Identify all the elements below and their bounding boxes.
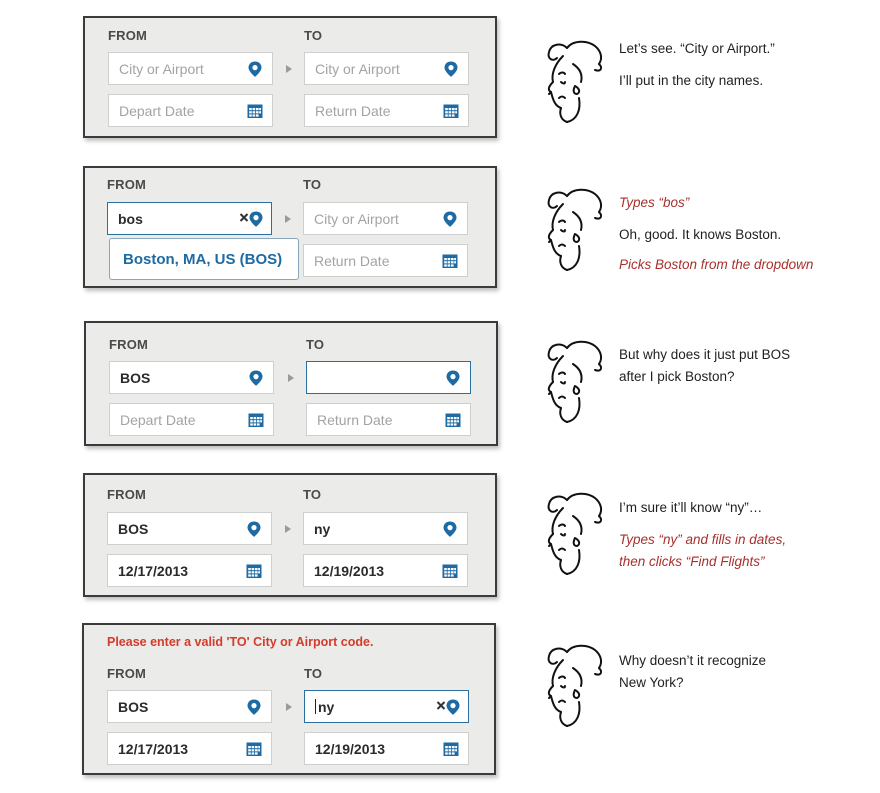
return-placeholder: Return Date — [315, 103, 391, 119]
caption-step2-line1: Oh, good. It knows Boston. — [619, 227, 782, 242]
location-pin-icon[interactable] — [441, 520, 459, 538]
depart-date-input[interactable] — [107, 732, 272, 765]
booking-form-step5 — [82, 623, 496, 775]
depart-date-input[interactable] — [108, 94, 273, 127]
from-placeholder: City or Airport — [119, 61, 204, 77]
location-pin-icon[interactable] — [245, 520, 263, 538]
calendar-icon[interactable] — [441, 252, 459, 270]
to-input[interactable] — [303, 512, 468, 545]
arrow-right-icon — [284, 702, 294, 712]
caption-step3-line2: after I pick Boston? — [619, 369, 735, 384]
calendar-icon[interactable] — [441, 562, 459, 580]
location-pin-icon[interactable] — [247, 369, 265, 387]
dropdown-option-boston[interactable]: Boston, MA, US (BOS) — [123, 251, 283, 268]
calendar-icon[interactable] — [247, 411, 265, 429]
clear-location-icon[interactable] — [436, 698, 462, 716]
depart-value: 12/17/2013 — [118, 563, 189, 579]
user-face-illustration — [537, 638, 607, 733]
return-value: 12/19/2013 — [314, 563, 385, 579]
return-value: 12/19/2013 — [315, 741, 386, 757]
from-label: FROM — [108, 28, 148, 43]
from-value: bos — [118, 211, 143, 227]
to-label: TO — [304, 666, 323, 681]
return-date-input[interactable] — [303, 244, 468, 277]
location-pin-icon[interactable] — [245, 698, 263, 716]
arrow-right-icon — [283, 524, 293, 534]
caption-step4-action1: Types “ny” and fills in dates, — [619, 532, 787, 547]
calendar-icon[interactable] — [246, 102, 264, 120]
from-label: FROM — [107, 487, 147, 502]
booking-form-step1 — [83, 16, 497, 138]
booking-form-step2 — [83, 166, 497, 288]
from-value: BOS — [118, 521, 149, 537]
location-pin-icon[interactable] — [444, 369, 462, 387]
autocomplete-dropdown — [109, 238, 299, 280]
caption-step4-action2: then clicks “Find Flights” — [619, 554, 765, 569]
from-value: BOS — [118, 699, 149, 715]
caption-step5-line1: Why doesn’t it recognize — [619, 653, 767, 668]
return-date-input[interactable] — [306, 403, 471, 436]
to-label: TO — [304, 28, 323, 43]
to-placeholder: City or Airport — [315, 61, 400, 77]
to-label: TO — [306, 337, 325, 352]
to-value: ny — [314, 521, 331, 537]
from-value: BOS — [120, 370, 151, 386]
caption-step1-line2: I’ll put in the city names. — [619, 73, 764, 88]
to-placeholder: City or Airport — [314, 211, 399, 227]
from-label: FROM — [107, 177, 147, 192]
depart-value: 12/17/2013 — [118, 741, 189, 757]
to-input[interactable] — [303, 202, 468, 235]
to-input[interactable] — [304, 690, 469, 723]
calendar-icon[interactable] — [442, 740, 460, 758]
user-face-illustration — [537, 486, 607, 581]
caption-step2-action2: Picks Boston from the dropdown — [619, 257, 814, 272]
location-pin-icon[interactable] — [442, 60, 460, 78]
clear-location-icon[interactable] — [239, 210, 265, 228]
to-value: ny — [318, 699, 335, 715]
location-pin-icon[interactable] — [441, 210, 459, 228]
calendar-icon[interactable] — [444, 411, 462, 429]
caption-step5-line2: New York? — [619, 675, 684, 690]
booking-form-step4 — [83, 473, 497, 597]
return-placeholder: Return Date — [314, 253, 390, 269]
error-message: Please enter a valid 'TO' City or Airport code. — [107, 635, 374, 649]
calendar-icon[interactable] — [245, 562, 263, 580]
calendar-icon[interactable] — [442, 102, 460, 120]
to-label: TO — [303, 487, 322, 502]
to-value-with-cursor — [315, 699, 334, 715]
return-date-input[interactable] — [304, 732, 469, 765]
caption-step4-line1: I’m sure it’ll know “ny”… — [619, 500, 763, 515]
return-placeholder: Return Date — [317, 412, 393, 428]
from-input[interactable] — [108, 52, 273, 85]
text-cursor — [315, 699, 316, 714]
caption-step3-line1: But why does it just put BOS — [619, 347, 791, 362]
calendar-icon[interactable] — [245, 740, 263, 758]
from-input[interactable] — [107, 512, 272, 545]
arrow-right-icon — [286, 373, 296, 383]
return-date-input[interactable] — [303, 554, 468, 587]
caption-step2-action1: Types “bos” — [619, 195, 690, 210]
booking-form-step3 — [84, 321, 498, 446]
depart-placeholder: Depart Date — [120, 412, 196, 428]
to-label: TO — [303, 177, 322, 192]
from-label: FROM — [109, 337, 149, 352]
to-input[interactable] — [304, 52, 469, 85]
depart-date-input[interactable] — [107, 554, 272, 587]
depart-placeholder: Depart Date — [119, 103, 195, 119]
user-face-illustration — [537, 182, 607, 277]
user-face-illustration — [537, 34, 607, 129]
from-input[interactable] — [109, 361, 274, 394]
to-input[interactable] — [306, 361, 471, 394]
location-pin-icon[interactable] — [246, 60, 264, 78]
user-face-illustration — [537, 334, 607, 429]
return-date-input[interactable] — [304, 94, 469, 127]
from-label: FROM — [107, 666, 147, 681]
depart-date-input[interactable] — [109, 403, 274, 436]
caption-step1-line1: Let’s see. “City or Airport.” — [619, 41, 775, 56]
arrow-right-icon — [283, 214, 293, 224]
from-input[interactable] — [107, 690, 272, 723]
arrow-right-icon — [284, 64, 294, 74]
from-input[interactable] — [107, 202, 272, 235]
